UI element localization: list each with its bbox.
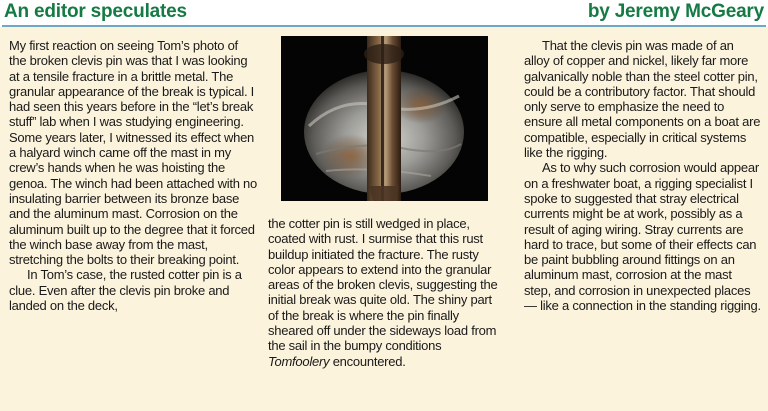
paragraph: In Tom’s case, the rusted cotter pin is a clue. Even after the clevis pin broke and landed on the deck, [9, 267, 242, 314]
paragraph [268, 216, 500, 369]
clevis-pin-photo [281, 36, 488, 201]
article-column-2 [268, 216, 500, 369]
article-header [0, 0, 768, 24]
article-column-3 [524, 38, 762, 313]
byline: by Jeremy McGeary [587, 1, 764, 22]
paragraph: As to why such corrosion would appear on a freshwater boat, a rigging specialist I spoke to suggested that stray electrical currents might be at work, possibly as a result of aging wiring. Stray currents are hard to trace, but some of their effects can be paint bubbling around fittings on an aluminum mast, corrosion at the mast step, and corrosion in unexpected places — like a connection in the standing rigging. [524, 160, 761, 314]
paragraph: That the clevis pin was made of an alloy of copper and nickel, likely far more galvanically noble than the steel cotter pin, could be a contributory factor. That should only serve to emphasize the need to ensure all metal components on a boat are compatible, especially in critical systems like the rigging. [524, 38, 761, 161]
paragraph: My first reaction on seeing Tom’s photo of the broken clevis pin was that I was looking at a tensile fracture in a brittle metal. The granular appearance of the break is typical. I had seen this years before in the “let’s break stuff” lab when I was studying engineering. Some years later, I witnessed its effect when a halyard winch came off the mast in my crew’s hands when he was hoisting the genoa. The winch had been attached with no insulating barrier between its bronze base and the aluminum mast. Corrosion on the aluminum built up to the degree that it forced the winch base away from the mast, stretching the bolts to their breaking point. [9, 38, 258, 268]
boat-name: Tomfoolery [268, 353, 330, 369]
article-column-1 [9, 38, 257, 313]
paragraph-text-end: encountered. [329, 353, 406, 369]
section-title: An editor speculates [4, 1, 187, 22]
paragraph-text: the cotter pin is still wedged in place, coated with rust. I surmise that this rust buildup initiated the fracture. The rusty color appears to extend into the granular areas of the broken clevis, suggesting the initial break was quite old. The shiny part of the break is where the pin finally sheared off under the sideways load from the sail in the bumpy conditions [268, 216, 498, 354]
broken-clevis-pin-image [281, 36, 488, 201]
